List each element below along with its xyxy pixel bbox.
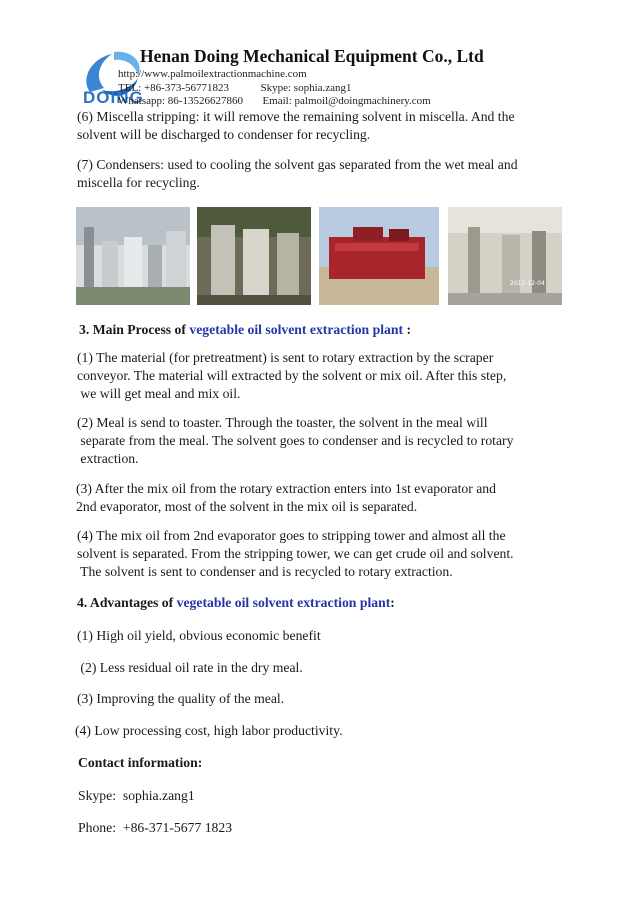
tel-text: TEL: +86-373-56771823: [118, 82, 229, 94]
logo-text: DOING: [83, 88, 144, 107]
photo-plant-exterior: [76, 207, 190, 305]
whatsapp-email-line: [118, 95, 431, 107]
advantage-item-4: (4) Low processing cost, high labor productivity.: [75, 723, 343, 738]
heading-contact: Contact information:: [78, 755, 203, 770]
advantage-item-1: (1) High oil yield, obvious economic benefit: [77, 628, 321, 643]
photo-red-extractor: [319, 207, 439, 305]
photo-date-stamp: 2012-12-04: [510, 280, 545, 287]
heading-accent: vegetable oil solvent extraction plant: [176, 595, 391, 610]
contact-phone: Phone: +86-371-5677 1823: [78, 820, 233, 835]
email-text: Email: palmoil@doingmachinery.com: [262, 95, 431, 107]
photo-warehouse-interior: [448, 207, 562, 305]
paragraph-process-3: (3) After the mix oil from the rotary extraction enters into 1st evaporator and 2nd evaporator, most of the solvent in the mix oil is separated.: [76, 481, 496, 514]
paragraph-process-4: (4) The mix oil from 2nd evaporator goes to stripping tower and almost all the solvent is separated. From the stripping tower, we can get crude oil and solvent. The solvent is sent to condenser and is recycled to rotary extraction.: [77, 528, 514, 579]
paragraph-miscella-stripping: (6) Miscella stripping: it will remove the remaining solvent in miscella. And the solvent will be discharged to condenser for recycling.: [77, 109, 515, 142]
paragraph-process-1: (1) The material (for pretreatment) is sent to rotary extraction by the scraper conveyor. The material will extracted by the solvent or mix oil. After this step, we will get meal and mix oil.: [77, 350, 507, 401]
contact-skype: Skype: sophia.zang1: [78, 788, 195, 803]
heading-main-process: 3. Main Process of vegetable oil solvent extraction plant :: [79, 322, 412, 337]
skype-text: Skype: sophia.zang1: [260, 82, 352, 94]
photo-tanks-workshop: [197, 207, 311, 305]
whatsapp-text: Whatsapp: 86-13526627860: [118, 95, 243, 107]
advantage-item-3: (3) Improving the quality of the meal.: [77, 691, 285, 706]
document-header: [0, 0, 638, 110]
advantage-item-2: (2) Less residual oil rate in the dry meal.: [77, 660, 303, 675]
heading-advantages: 4. Advantages of vegetable oil solvent extraction plant:: [77, 595, 395, 610]
paragraph-process-2: (2) Meal is send to toaster. Through the toaster, the solvent in the meal will separate from the meal. The solvent goes to condenser and is recycled to rotary extraction.: [77, 415, 514, 466]
company-name: Henan Doing Mechanical Equipment Co., Ltd: [140, 46, 484, 66]
paragraph-condensers: (7) Condensers: used to cooling the solvent gas separated from the wet meal and miscella for recycling.: [77, 157, 518, 190]
tel-skype-line: [118, 82, 352, 94]
website-link[interactable]: http://www.palmoilextractionmachine.com: [118, 68, 307, 80]
heading-accent: vegetable oil solvent extraction plant: [189, 322, 404, 337]
